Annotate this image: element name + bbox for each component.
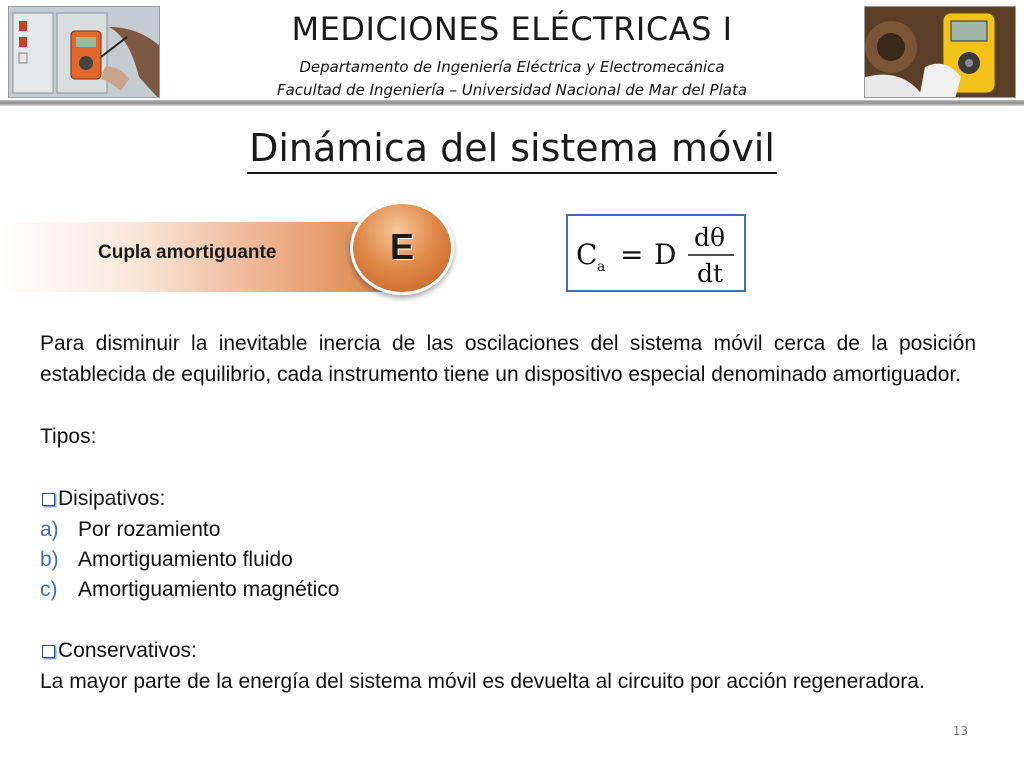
slide-header	[0, 0, 1024, 104]
list-item	[40, 514, 976, 544]
slide-title-text: Dinámica del sistema móvil	[247, 126, 777, 174]
damping-torque-formula	[566, 214, 746, 292]
list-item	[40, 544, 976, 574]
list-marker: c)	[40, 578, 58, 601]
formula-subscript: a	[597, 259, 606, 275]
formula-lhs: C	[576, 238, 598, 271]
types-heading: Tipos:	[40, 425, 97, 448]
course-title: MEDICIONES ELÉCTRICAS I	[291, 10, 733, 48]
formula-numerator: dθ	[694, 223, 726, 252]
checkbox-bullet-icon	[42, 493, 55, 506]
list-item-text: Amortiguamiento magnético	[78, 578, 340, 601]
list-item	[40, 574, 976, 604]
spacer	[40, 604, 976, 635]
dissipative-heading-row	[40, 483, 976, 514]
dissipative-heading: Disipativos:	[58, 487, 166, 510]
formula-graphic	[568, 216, 744, 290]
conservative-heading-row	[40, 635, 976, 666]
header-divider	[0, 100, 1024, 106]
department-subtitle: Departamento de Ingeniería Eléctrica y Electromecánica	[299, 58, 725, 76]
multimeter-photo-right	[864, 6, 1016, 98]
formula-coefficient: D	[654, 238, 677, 271]
spacer	[40, 390, 976, 421]
multimeter-illustration-right	[865, 7, 1016, 98]
slide-body	[40, 328, 976, 697]
spacer	[40, 452, 976, 483]
multimeter-photo-left	[8, 6, 160, 98]
formula-denominator: dt	[697, 259, 724, 288]
banner-label: Cupla amortiguante	[98, 242, 277, 263]
checkbox-bullet-icon	[42, 645, 55, 658]
multimeter-illustration-left	[9, 7, 160, 98]
badge-letter: E	[389, 226, 414, 267]
conservative-heading: Conservativos:	[58, 639, 197, 662]
list-marker: a)	[40, 518, 59, 541]
page-number: 13	[952, 724, 968, 738]
list-item-text: Amortiguamiento fluido	[78, 548, 293, 571]
list-item-text: Por rozamiento	[78, 518, 221, 541]
faculty-subtitle: Facultad de Ingeniería – Universidad Nacional de Mar del Plata	[276, 81, 748, 99]
slide-title	[0, 124, 1024, 172]
formula-equals: =	[620, 238, 644, 271]
intro-paragraph: Para disminuir la inevitable inercia de las oscilaciones del sistema móvil cerca de la posición establecida de equilibrio, cada instrumento tiene un dispositivo especial denominado amortiguador.	[40, 332, 976, 386]
list-marker: b)	[40, 548, 59, 571]
conservative-paragraph: La mayor parte de la energía del sistema móvil es devuelta al circuito por acción regeneradora.	[40, 670, 925, 693]
